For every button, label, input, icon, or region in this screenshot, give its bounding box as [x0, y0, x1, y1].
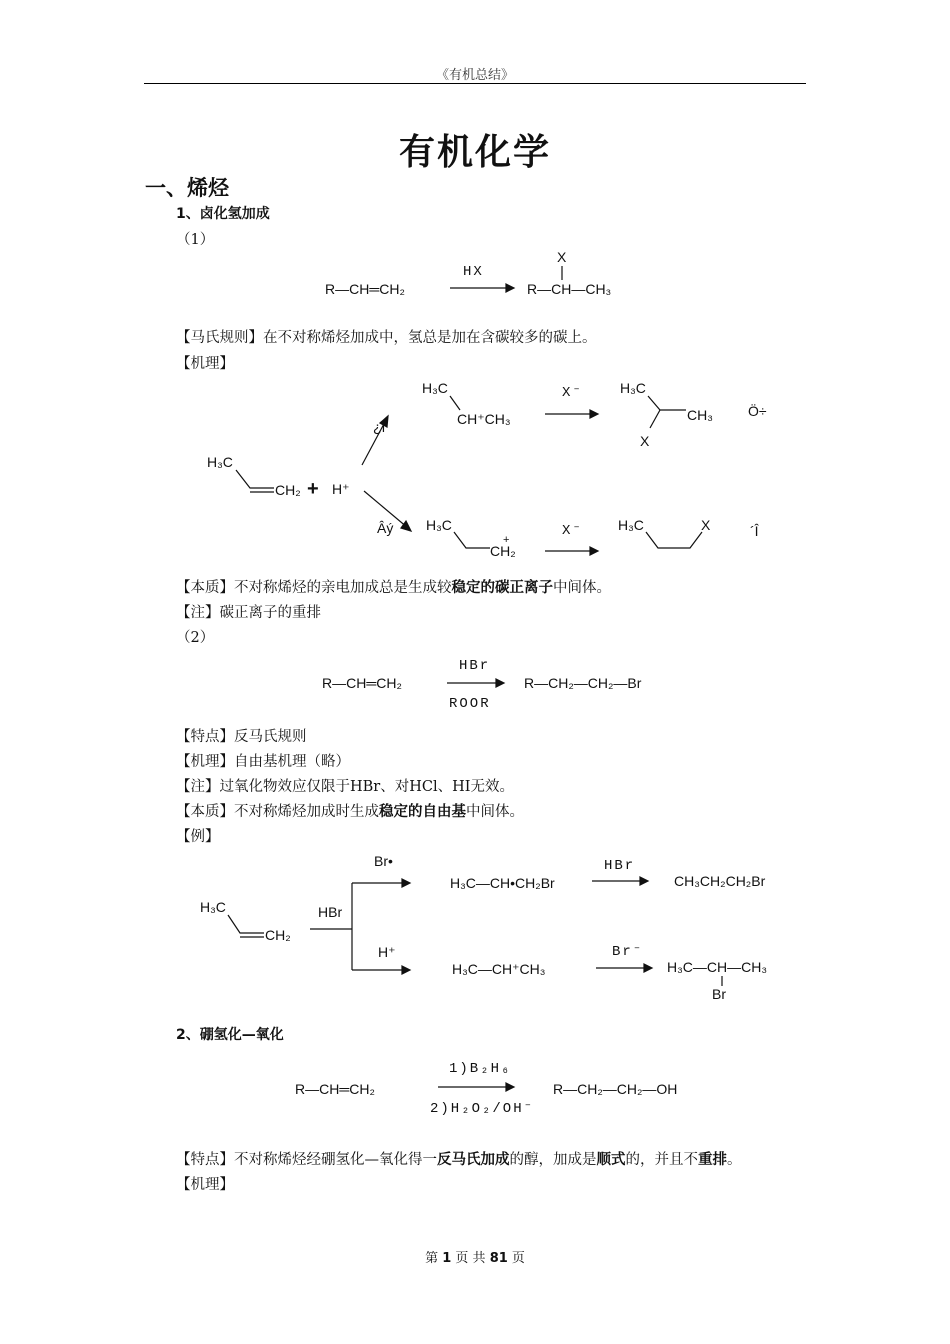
- methyl-label: CH₃: [687, 407, 713, 423]
- feature-text: 的，并且不: [625, 1152, 698, 1168]
- substituent-label: X: [640, 433, 650, 449]
- reactant-formula: R—CH═CH₂: [295, 1081, 375, 1097]
- substituent-label: X: [557, 249, 567, 265]
- mechanism-label: 【机理】: [176, 356, 234, 372]
- feature-text: 不对称烯烃经硼氢化—氧化得一: [234, 1152, 437, 1168]
- note-text: 过氧化物效应仅限于HBr、对HCl、HI无效。: [219, 779, 514, 795]
- nucleophile-label: X⁻: [562, 523, 583, 539]
- reactant-formula: R—CH═CH₂: [322, 675, 402, 691]
- proton-label: H⁺: [332, 481, 350, 497]
- cation-formula: CH⁺CH₃: [457, 411, 511, 427]
- page-title: 有机化学: [398, 132, 551, 173]
- reagent-label: HBr: [318, 904, 343, 920]
- major-product-note: Ö÷: [748, 403, 767, 419]
- note-text: 碳正离子的重排: [219, 605, 321, 621]
- mechanism-label: 【机理】: [176, 754, 234, 770]
- cation-intermediate: H₃C—CH⁺CH₃: [452, 961, 546, 977]
- example-label: 【例】: [176, 829, 220, 845]
- page-footer: [0, 1247, 950, 1266]
- footer-text: 第: [425, 1251, 439, 1266]
- section-heading: 一、烯烃: [145, 176, 229, 200]
- footer-text: 页 共: [455, 1251, 486, 1266]
- feature-text: 。: [727, 1152, 742, 1168]
- subsection-heading: 2、硼氢化—氧化: [176, 1027, 284, 1043]
- feature-emphasis: 反马氏加成: [437, 1152, 510, 1168]
- essence-text: 不对称烯烃加成时生成: [234, 804, 379, 820]
- essence-emphasis: 稳定的自由基: [379, 804, 466, 820]
- essence-label: 【本质】: [176, 580, 234, 596]
- substituent-label: Br: [712, 986, 726, 1002]
- substituent-label: X: [701, 517, 711, 533]
- product-formula: CH₃CH₂CH₂Br: [674, 873, 766, 889]
- reagent-label: HBr: [604, 858, 636, 874]
- reagent-label: HX: [463, 264, 484, 280]
- page-header: 《有机总结》: [435, 68, 514, 83]
- essence-label: 【本质】: [176, 804, 234, 820]
- methylene-label: CH₂: [265, 927, 291, 943]
- methylene-label: CH₂: [490, 543, 516, 559]
- methyl-label: H₃C: [207, 454, 233, 470]
- reagent-label: 1)B₂H₆: [449, 1061, 512, 1077]
- feature-text: 的醇，加成是: [509, 1152, 597, 1168]
- proton-label: H⁺: [378, 944, 396, 960]
- reagent-label: Br⁻: [612, 944, 644, 960]
- minor-product-note: ´Î: [750, 523, 759, 539]
- essence-text: 中间体。: [466, 804, 524, 820]
- feature-label: 【特点】: [176, 1152, 234, 1168]
- footer-text: 页: [511, 1251, 525, 1266]
- note-label: 【注】: [176, 779, 220, 795]
- feature-emphasis: 重排: [698, 1152, 727, 1168]
- essence-emphasis: 稳定的碳正离子: [451, 580, 553, 596]
- slow-path-label: Âý: [377, 520, 394, 536]
- methyl-label: H₃C: [618, 517, 644, 533]
- radical-intermediate: H₃C—CH•CH₂Br: [450, 875, 555, 891]
- product-formula: R—CH₂—CH₂—Br: [524, 675, 642, 691]
- case-label: （2）: [176, 630, 215, 646]
- essence-text: 不对称烯烃的亲电加成总是生成较: [234, 580, 452, 596]
- reagent-label: 2)H₂O₂/OH⁻: [430, 1101, 535, 1117]
- charge-label: +: [503, 534, 510, 546]
- methyl-label: H₃C: [422, 380, 448, 396]
- page-total: 81: [489, 1251, 508, 1266]
- product-formula: H₃C—CH—CH₃: [667, 959, 768, 975]
- feature-label: 【特点】: [176, 729, 234, 745]
- reactant-formula: R—CH═CH₂: [325, 281, 405, 297]
- fast-path-label: ¿ì: [373, 419, 386, 435]
- feature-emphasis: 顺式: [596, 1152, 626, 1168]
- subsection-heading: 1、卤化氢加成: [176, 206, 270, 222]
- essence-text: 中间体。: [553, 580, 611, 596]
- methyl-label: H₃C: [200, 899, 226, 915]
- mechanism-text: 自由基机理（略）: [234, 754, 350, 770]
- arrowhead: [506, 1083, 514, 1091]
- reagent-label: HBr: [459, 658, 491, 674]
- feature-text: 反马氏规则: [234, 729, 307, 745]
- rule-text: 在不对称烯烃加成中，氢总是加在含碳较多的碳上。: [263, 330, 597, 346]
- rule-label: 【马氏规则】: [176, 330, 263, 346]
- methyl-label: H₃C: [426, 517, 452, 533]
- page-number: 1: [442, 1251, 452, 1266]
- radical-label: Br•: [374, 853, 393, 869]
- reagent-label: ROOR: [449, 696, 491, 712]
- nucleophile-label: X⁻: [562, 385, 583, 401]
- plus-sign: +: [307, 478, 319, 500]
- product-formula: R—CH₂—CH₂—OH: [553, 1081, 678, 1097]
- case-label: （1）: [176, 232, 215, 248]
- feature-line: [176, 1148, 742, 1169]
- note-label: 【注】: [176, 605, 220, 621]
- mechanism-label: 【机理】: [176, 1177, 234, 1193]
- methyl-label: H₃C: [620, 380, 646, 396]
- product-formula: R—CH—CH₃: [527, 281, 612, 297]
- methylene-label: CH₂: [275, 482, 301, 498]
